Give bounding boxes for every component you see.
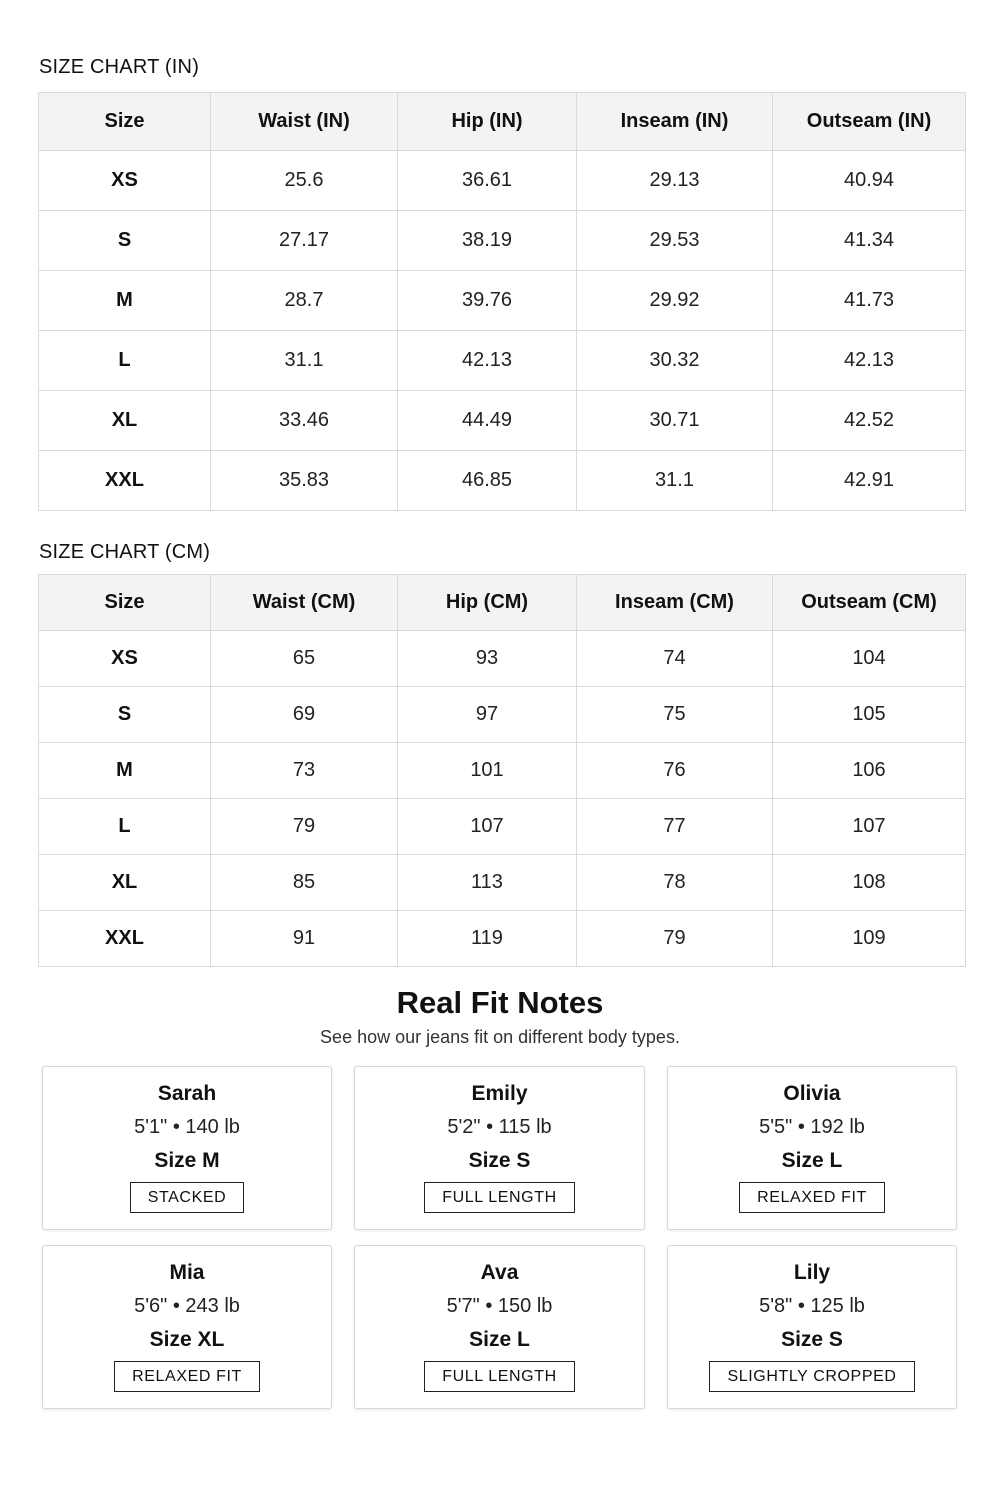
fit-card-size: Size XL xyxy=(149,1328,225,1351)
column-header: Size xyxy=(39,93,211,151)
table-cell: 46.85 xyxy=(398,451,577,511)
size-chart-cm-title: SIZE CHART (CM) xyxy=(39,541,211,563)
table-cell: 44.49 xyxy=(398,391,577,451)
fit-card-badge: SLIGHTLY CROPPED xyxy=(709,1361,914,1392)
fit-card-badge: FULL LENGTH xyxy=(424,1182,574,1213)
table-cell: 79 xyxy=(211,799,398,855)
fit-card-badge: RELAXED FIT xyxy=(739,1182,885,1213)
column-header: Outseam (CM) xyxy=(773,575,966,631)
fit-card-size: Size S xyxy=(468,1149,531,1172)
table-cell: 74 xyxy=(577,631,773,687)
table-cell: 119 xyxy=(398,911,577,967)
table-cell: 31.1 xyxy=(211,331,398,391)
size-cell: XXL xyxy=(39,451,211,511)
table-cell: 42.91 xyxy=(773,451,966,511)
table-cell: 108 xyxy=(773,855,966,911)
fit-card-size: Size L xyxy=(781,1149,843,1172)
table-row xyxy=(39,211,966,271)
fit-card-name: Ava xyxy=(480,1261,519,1284)
table-cell: 79 xyxy=(577,911,773,967)
size-cell: M xyxy=(39,271,211,331)
table-cell: 42.52 xyxy=(773,391,966,451)
fit-card-badge: STACKED xyxy=(130,1182,245,1213)
table-cell: 105 xyxy=(773,687,966,743)
table-header-row xyxy=(39,93,966,151)
table-cell: 73 xyxy=(211,743,398,799)
table-cell: 25.6 xyxy=(211,151,398,211)
table-cell: 31.1 xyxy=(577,451,773,511)
table-cell: 33.46 xyxy=(211,391,398,451)
table-cell: 85 xyxy=(211,855,398,911)
table-cell: 41.73 xyxy=(773,271,966,331)
table-cell: 106 xyxy=(773,743,966,799)
table-cell: 65 xyxy=(211,631,398,687)
fit-notes-subtitle: See how our jeans fit on different body types. xyxy=(320,1027,680,1047)
size-cell: XL xyxy=(39,391,211,451)
table-cell: 91 xyxy=(211,911,398,967)
column-header: Hip (IN) xyxy=(398,93,577,151)
size-cell: XL xyxy=(39,855,211,911)
table-cell: 29.53 xyxy=(577,211,773,271)
fit-card-stats: 5'2" • 115 lb xyxy=(447,1116,552,1138)
column-header: Size xyxy=(39,575,211,631)
table-cell: 36.61 xyxy=(398,151,577,211)
size-chart-in-table xyxy=(38,92,966,511)
table-row xyxy=(39,391,966,451)
table-cell: 76 xyxy=(577,743,773,799)
fit-card xyxy=(354,1245,645,1409)
size-chart-cm-table xyxy=(38,574,966,967)
fit-card xyxy=(42,1066,332,1230)
table-cell: 41.34 xyxy=(773,211,966,271)
fit-card xyxy=(354,1066,645,1230)
table-row xyxy=(39,271,966,331)
table-cell: 109 xyxy=(773,911,966,967)
column-header: Waist (IN) xyxy=(211,93,398,151)
table-cell: 30.32 xyxy=(577,331,773,391)
size-cell: S xyxy=(39,687,211,743)
fit-notes-heading: Real Fit Notes xyxy=(396,985,604,1020)
table-cell: 42.13 xyxy=(773,331,966,391)
size-chart-in-title: SIZE CHART (IN) xyxy=(39,56,200,78)
table-row xyxy=(39,911,966,967)
fit-card-stats: 5'8" • 125 lb xyxy=(759,1295,865,1317)
size-cell: L xyxy=(39,331,211,391)
table-cell: 93 xyxy=(398,631,577,687)
fit-card-stats: 5'6" • 243 lb xyxy=(134,1295,240,1317)
fit-card-name: Lily xyxy=(793,1261,831,1284)
size-cell: XS xyxy=(39,631,211,687)
size-cell: L xyxy=(39,799,211,855)
column-header: Outseam (IN) xyxy=(773,93,966,151)
fit-card xyxy=(667,1245,957,1409)
table-cell: 69 xyxy=(211,687,398,743)
size-cell: XS xyxy=(39,151,211,211)
table-cell: 104 xyxy=(773,631,966,687)
size-cell: M xyxy=(39,743,211,799)
fit-card-size: Size M xyxy=(154,1149,220,1172)
table-cell: 113 xyxy=(398,855,577,911)
table-cell: 107 xyxy=(398,799,577,855)
fit-card xyxy=(42,1245,332,1409)
table-cell: 78 xyxy=(577,855,773,911)
column-header: Waist (CM) xyxy=(211,575,398,631)
table-cell: 107 xyxy=(773,799,966,855)
table-cell: 75 xyxy=(577,687,773,743)
fit-notes-grid xyxy=(42,1066,957,1409)
table-cell: 30.71 xyxy=(577,391,773,451)
size-cell: S xyxy=(39,211,211,271)
fit-card-stats: 5'5" • 192 lb xyxy=(759,1116,865,1138)
table-row xyxy=(39,855,966,911)
table-cell: 27.17 xyxy=(211,211,398,271)
column-header: Inseam (IN) xyxy=(577,93,773,151)
table-cell: 97 xyxy=(398,687,577,743)
fit-card-badge: FULL LENGTH xyxy=(424,1361,574,1392)
fit-card-name: Sarah xyxy=(157,1082,217,1105)
fit-card-name: Mia xyxy=(169,1261,205,1284)
table-row xyxy=(39,151,966,211)
table-row xyxy=(39,743,966,799)
table-row xyxy=(39,331,966,391)
table-cell: 101 xyxy=(398,743,577,799)
column-header: Inseam (CM) xyxy=(577,575,773,631)
fit-card xyxy=(667,1066,957,1230)
fit-card-name: Emily xyxy=(471,1082,528,1105)
table-row xyxy=(39,799,966,855)
fit-card-size: Size S xyxy=(781,1328,843,1351)
table-row xyxy=(39,687,966,743)
table-cell: 40.94 xyxy=(773,151,966,211)
table-cell: 29.92 xyxy=(577,271,773,331)
fit-card-stats: 5'7" • 150 lb xyxy=(446,1295,553,1317)
table-cell: 35.83 xyxy=(211,451,398,511)
table-cell: 77 xyxy=(577,799,773,855)
table-cell: 42.13 xyxy=(398,331,577,391)
table-cell: 38.19 xyxy=(398,211,577,271)
fit-card-name: Olivia xyxy=(783,1082,841,1105)
table-cell: 28.7 xyxy=(211,271,398,331)
table-cell: 29.13 xyxy=(577,151,773,211)
table-row xyxy=(39,451,966,511)
size-cell: XXL xyxy=(39,911,211,967)
fit-card-stats: 5'1" • 140 lb xyxy=(134,1116,240,1138)
fit-card-size: Size L xyxy=(469,1328,530,1351)
table-cell: 39.76 xyxy=(398,271,577,331)
table-header-row xyxy=(39,575,966,631)
table-row xyxy=(39,631,966,687)
column-header: Hip (CM) xyxy=(398,575,577,631)
fit-card-badge: RELAXED FIT xyxy=(114,1361,260,1392)
